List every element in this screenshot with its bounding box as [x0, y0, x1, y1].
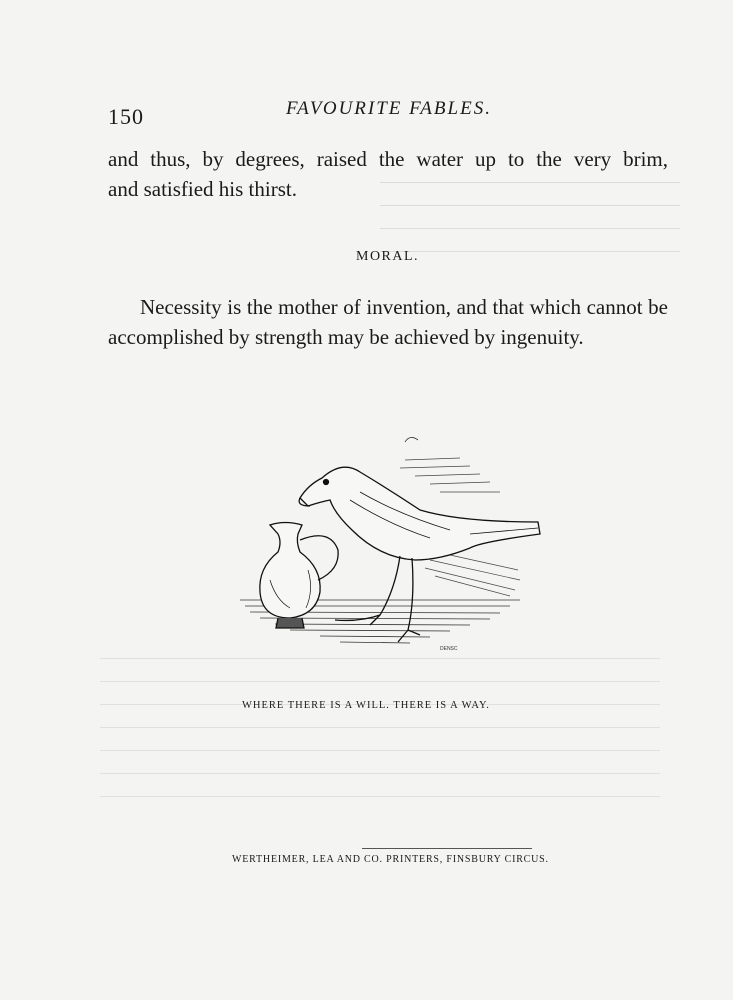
moral-paragraph: Necessity is the mother of invention, and that which cannot be accomplished by strength may be achieved by ingenuity. [108, 295, 668, 349]
body-line-1: and thus, by degrees, raised the water up to the very brim, [108, 147, 668, 171]
printer-imprint: WERTHEIMER, LEA AND CO. PRINTERS, FINSBURY CIRCUS. [232, 854, 549, 865]
moral-heading: MORAL. [356, 249, 420, 264]
crow [299, 467, 540, 642]
pebble-mark [405, 437, 418, 442]
bleed-through-texture-lower [100, 650, 660, 880]
body-line-2: and satisfied his thirst. [108, 177, 297, 201]
illustration-caption: WHERE THERE IS A WILL. THERE IS A WAY. [242, 700, 490, 711]
engraver-signature: DENSC [440, 646, 458, 652]
page-number: 150 [108, 104, 144, 129]
crow-and-pitcher-illustration [230, 430, 550, 680]
footer-rule [362, 848, 532, 849]
running-title: FAVOURITE FABLES. [286, 98, 492, 119]
